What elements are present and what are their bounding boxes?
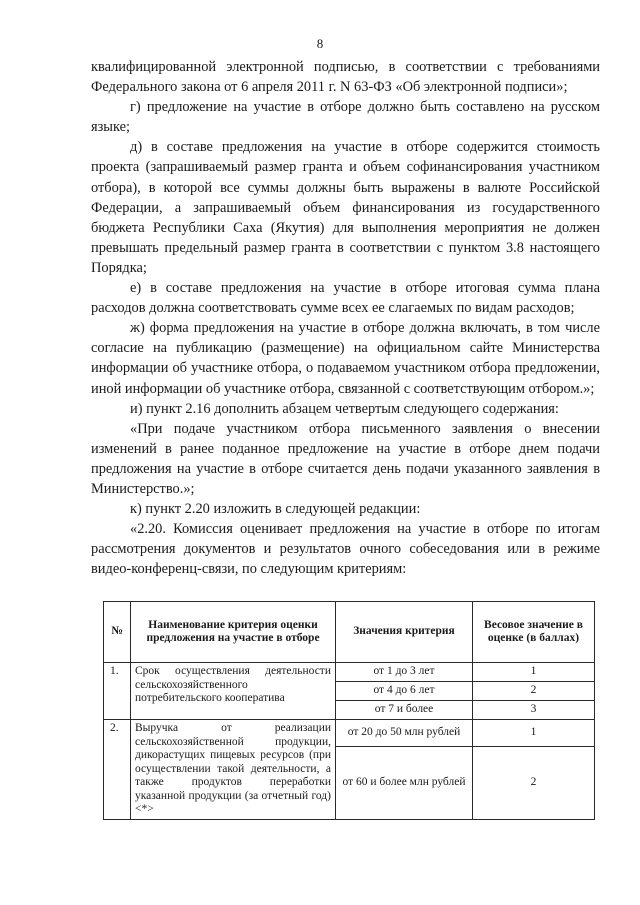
header-criterion-name: Наименование критерия оценки предложения на участие в отборе [131, 602, 336, 663]
table-row [104, 720, 595, 747]
page-number: 8 [316, 36, 324, 51]
criterion-value: от 4 до 6 лет [336, 682, 473, 701]
paragraph-item-2-16: и) пункт 2.16 дополнить абзацем четвертым следующего содержания: [130, 400, 559, 417]
paragraph-submission-date: «При подаче участником отбора письменного заявления о внесении изменений в ранее поданное предложение на участие в отборе днем подачи предложения на участие в отборе считается день подачи указанного заявления в Министерство.»; [91, 420, 600, 497]
criterion-name: Срок осуществления деятельности сельскохозяйственного потребительского кооператива [131, 663, 336, 720]
paragraph-publication-consent: ж) форма предложения на участие в отборе должна включать, в том числе согласие на публикацию (размещение) на официальном сайте Министерства информации об участнике отбора, о подаваемом участником отбора предложении, иной информации об участнике отбора, связанной с соответствующим отбором.»; [91, 320, 600, 397]
paragraph-item-2-20: к) пункт 2.20 изложить в следующей редакции: [130, 501, 421, 518]
header-weight: Весовое значение в оценке (в баллах) [473, 602, 595, 663]
criterion-number: 2. [104, 720, 131, 820]
header-criterion-values: Значения критерия [336, 602, 473, 663]
paragraph-expense-plan: е) в составе предложения на участие в отборе итоговая сумма плана расходов должна соответствовать сумме всех ее слагаемых по видам расходов; [91, 280, 600, 317]
paragraph-signature-requirement: квалифицированной электронной подписью, в соответствии с требованиями Федерального закона от 6 апреля 2011 г. N 63-ФЗ «Об электронной подписи»; [91, 59, 600, 96]
criterion-value: от 7 и более [336, 701, 473, 720]
criterion-weight: 1 [473, 663, 595, 682]
header-number: № [104, 602, 131, 663]
criterion-weight: 3 [473, 701, 595, 720]
criteria-table [103, 601, 595, 820]
criterion-value: от 1 до 3 лет [336, 663, 473, 682]
criterion-name: Выручка от реализации сельскохозяйственной продукции, дикорастущих пищевых ресурсов (при осуществлении такой деятельности, а также продуктов переработки указанной продукции (за отчетный год) <*> [131, 720, 336, 820]
criterion-weight: 1 [473, 720, 595, 747]
criterion-value: от 20 до 50 млн рублей [336, 720, 473, 747]
criterion-weight: 2 [473, 747, 595, 820]
paragraph-commission-criteria: «2.20. Комиссия оценивает предложения на участие в отборе по итогам рассмотрения документов и результатов очного собеседования или в режиме видео-конференц-связи, по следующим критериям: [91, 521, 600, 578]
paragraph-language: г) предложение на участие в отборе должно быть составлено на русском языке; [91, 99, 600, 136]
criterion-weight: 2 [473, 682, 595, 701]
criterion-number: 1. [104, 663, 131, 720]
table-header-row [104, 602, 595, 663]
criterion-value: от 60 и более млн рублей [336, 747, 473, 820]
table-row [104, 663, 595, 682]
document-body [91, 57, 600, 579]
paragraph-project-cost: д) в составе предложения на участие в отборе содержится стоимость проекта (запрашиваемый размер гранта и объем софинансирования участником отбора), в которой все суммы должны быть выражены в валюте Российской Федерации, а запрашиваемый объем финансирования из государственного бюджета Республики Саха (Якутия) для выполнения мероприятия не должен превышать предельный размер гранта в соответствии с пунктом 3.8 настоящего Порядка; [91, 139, 600, 276]
